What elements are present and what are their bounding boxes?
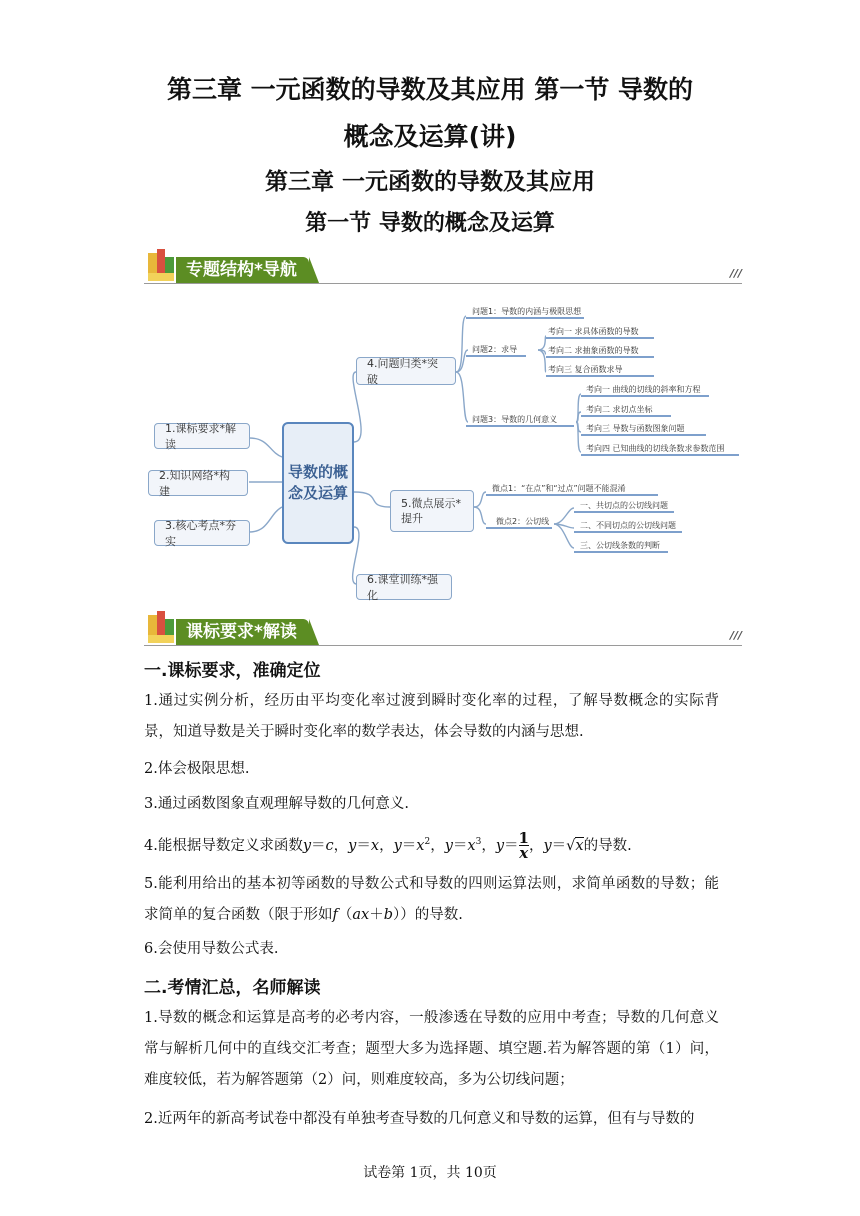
mm-q3-d: 考向四 已知曲线的切线条数求参数范围 — [586, 444, 725, 453]
heading-1: 一.课标要求，准确定位 — [144, 661, 321, 681]
mm-q3: 问题3：导数的几何意义 — [472, 415, 558, 424]
heading-2: 二.考情汇总，名师解读 — [144, 978, 321, 998]
para-5-post: ）的导数. — [400, 907, 463, 923]
ruler-pencil-icon — [146, 609, 180, 645]
para-4-pre: 4.能根据导数定义求函数 — [144, 837, 303, 854]
mm-right-5: 5.微点展示*提升 — [390, 490, 474, 532]
mm-left-2: 2.知识网络*构建 — [148, 470, 248, 496]
mm-w1: 微点1：“在点”和“过点”问题不能混淆 — [492, 484, 626, 493]
para-4-post: 的导数. — [583, 837, 632, 854]
mm-right-6: 6.课堂训练*强化 — [356, 574, 452, 600]
para-1: 1.通过实例分析，经历由平均变化率过渡到瞬时变化率的过程，了解导数概念的实际背景，知道导数是关于瞬时变化率的数学表达，体会导数的内涵与思想. — [144, 693, 719, 740]
mm-q3-c: 考向三 导数与函数图象问题 — [586, 424, 685, 433]
mm-w2: 微点2：公切线 — [496, 517, 550, 526]
mm-w2-a: 一、共切点的公切线问题 — [580, 501, 668, 510]
page-footer: 试卷第 1页，共 10页 — [363, 1165, 497, 1181]
mm-q3-a: 考向一 曲线的切线的斜率和方程 — [586, 385, 701, 394]
para-5: 5.能利用给出的基本初等函数的导数公式和导数的四则运算法则，求简单函数的导数；能求简单的复合函数（限于形如f（ax＋b））的导数. — [144, 876, 719, 923]
mm-w2-c: 三、公切线条数的判断 — [580, 541, 660, 550]
mm-q1: 问题1：导数的内涵与极限思想 — [472, 307, 582, 316]
mm-w2-b: 二、不同切点的公切线问题 — [580, 521, 676, 530]
para-3: 3.通过函数图象直观理解导数的几何意义. — [144, 796, 409, 812]
banner-slashes: /// — [729, 267, 742, 280]
para-7: 1.导数的概念和运算是高考的必考内容，一般渗透在导数的应用中考查；导数的几何意义常与解析几何中的直线交汇考查；题型大多为选择题、填空题.若为解答题的第（1）问，难度较低，若为解答题第（2）问，则难度较高，多为公切线问题； — [144, 1010, 719, 1088]
mm-q2-c: 考向三 复合函数求导 — [548, 365, 623, 374]
para-8: 2.近两年的新高考试卷中都没有单独考查导数的几何意义和导数的运算，但有与导数的 — [144, 1111, 695, 1127]
mm-q2-a: 考向一 求具体函数的导数 — [548, 327, 639, 336]
para-6: 6.会使用导数公式表. — [144, 941, 279, 957]
req-banner — [144, 604, 742, 650]
banner-slashes: /// — [729, 629, 742, 642]
mm-right-4: 4.问题归类*突破 — [356, 357, 456, 385]
mm-left-3: 3.核心考点*夯实 — [154, 520, 250, 546]
ruler-pencil-icon — [146, 247, 180, 283]
para-5-text: 5.能利用给出的基本初等函数的导数公式和导数的四则运算法则，求简单函数的导数；能求简单的复合函数（限于形如 — [144, 876, 719, 923]
mm-q3-b: 考向二 求切点坐标 — [586, 405, 653, 414]
main-title-line2: 概念及运算(讲) — [343, 122, 517, 151]
section-title: 第一节 导数的概念及运算 — [305, 211, 555, 236]
para-4-formula: y＝c，y＝x，$y=x^2$，$y=x^3$，y＝ $\frac{1}{x}$ ，y＝√x — [302, 829, 584, 863]
main-title-line1: 第三章 一元函数的导数及其应用 第一节 导数的 — [166, 75, 694, 104]
req-banner-label: 课标要求*解读 — [176, 619, 309, 645]
nav-banner-label: 专题结构*导航 — [176, 257, 309, 283]
nav-banner — [144, 242, 742, 288]
mm-q2-b: 考向二 求抽象函数的导数 — [548, 346, 639, 355]
para-5-formula: f — [332, 907, 338, 923]
mm-left-1: 1.课标要求*解读 — [154, 423, 250, 449]
para-4 — [144, 827, 719, 862]
chapter-title: 第三章 一元函数的导数及其应用 — [264, 169, 595, 195]
mm-q2: 问题2：求导 — [472, 345, 518, 354]
para-2: 2.体会极限思想. — [144, 761, 250, 777]
mindmap — [144, 292, 744, 606]
mm-center: 导数的概念及运算 — [282, 422, 354, 544]
